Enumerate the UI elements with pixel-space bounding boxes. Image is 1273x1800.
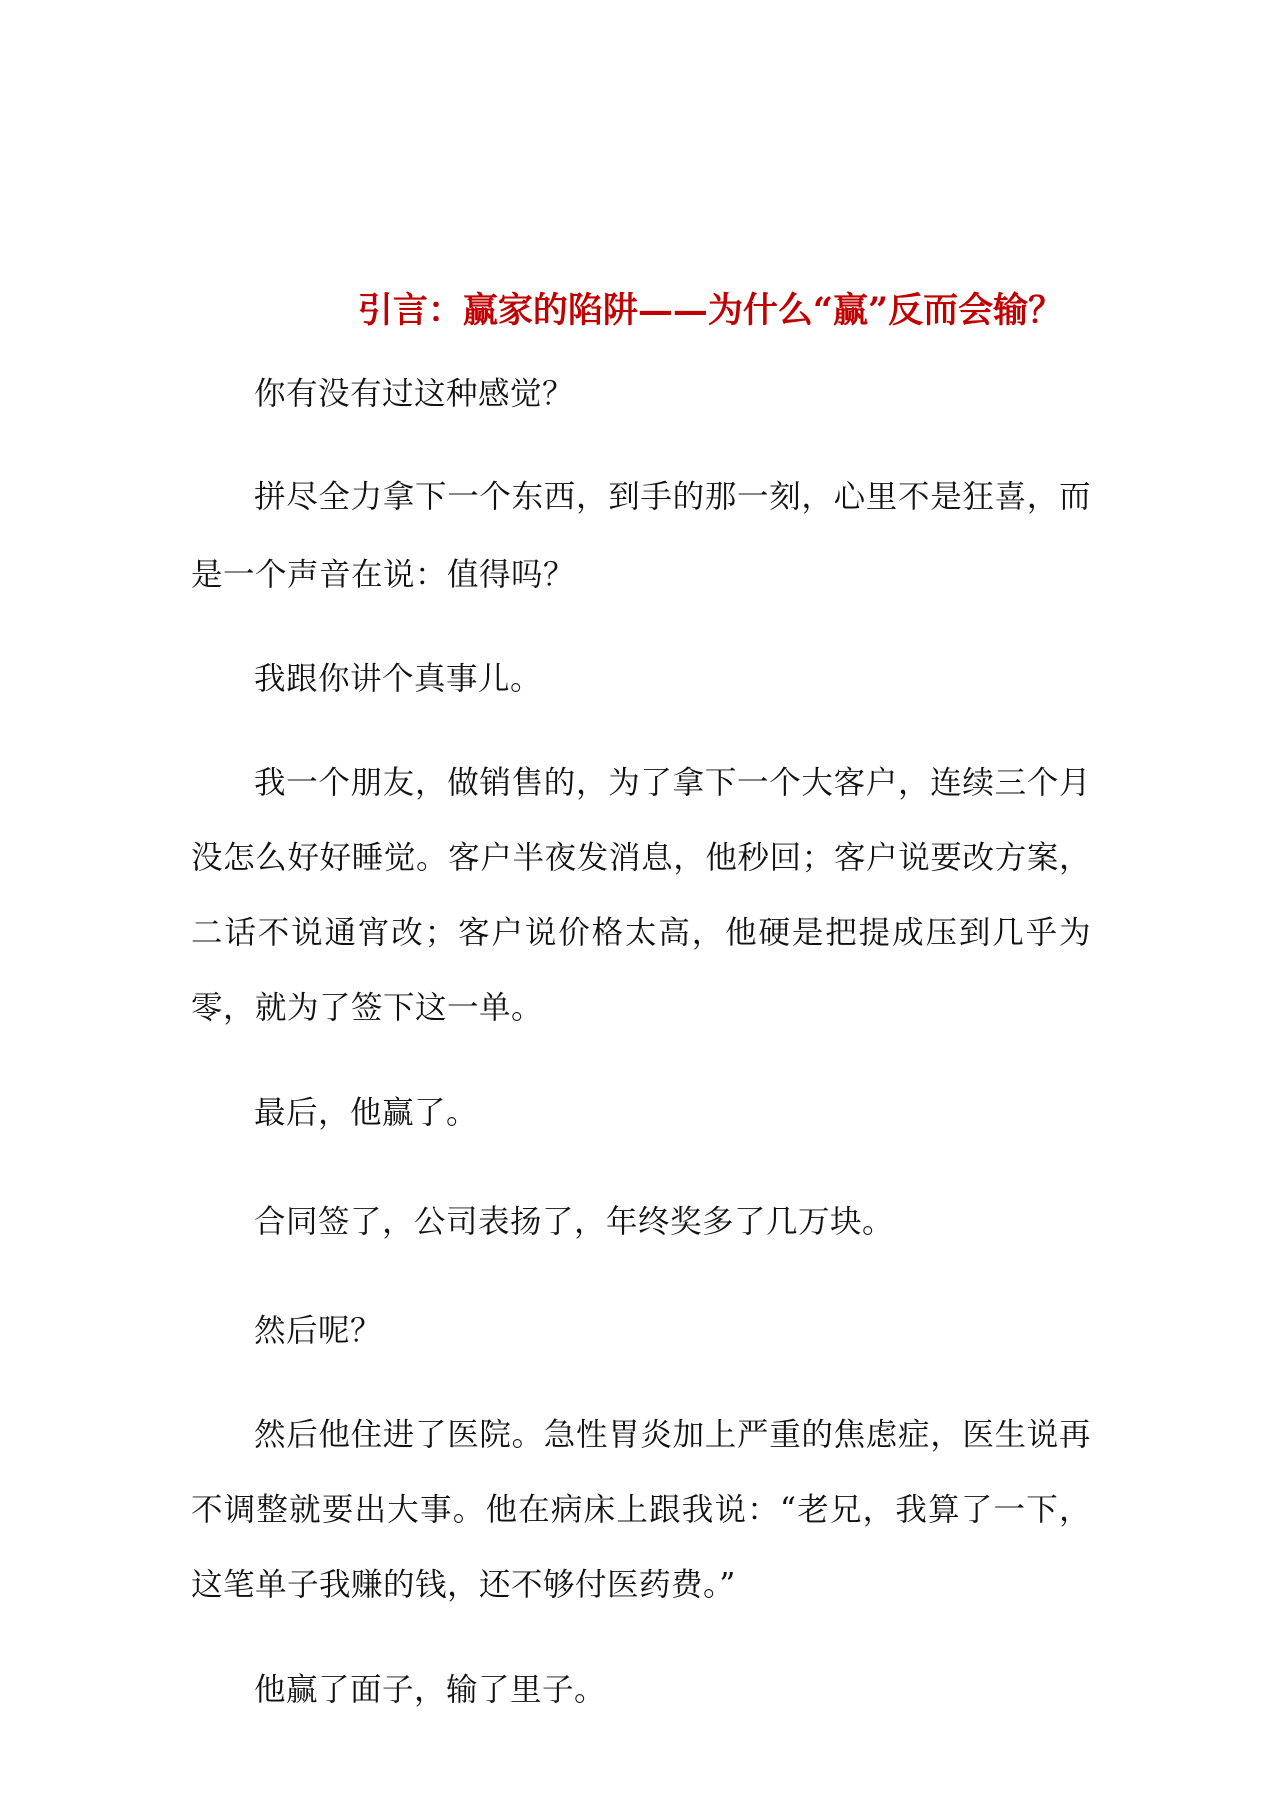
paragraph-he-won: 最后，他赢了。	[254, 1095, 479, 1131]
paragraph-then-what: 然后呢？	[254, 1313, 383, 1349]
paragraph-contract: 合同签了，公司表扬了，年终奖多了几万块。	[254, 1204, 895, 1240]
body-text	[191, 352, 1091, 1757]
paragraph-story-intro: 我跟你讲个真事儿。	[254, 661, 543, 697]
paragraph-effort: 拼尽全力拿下一个东西，到手的那一刻，心里不是狂喜，而是一个声音在说：值得吗？	[191, 479, 1091, 593]
section-title: 引言：赢家的陷阱——为什么“赢”反而会输？	[357, 290, 1064, 332]
paragraph-conclusion: 他赢了面子，输了里子。	[254, 1672, 607, 1708]
paragraph-friend-story: 我一个朋友，做销售的，为了拿下一个大客户，连续三个月没怎么好好睡觉。客户半夜发消息，他秒回；客户说要改方案，二话不说通宵改；客户说价格太高，他硬是把提成压到几乎为零，就为了签下这一单。	[191, 765, 1091, 1026]
paragraph-hospital: 然后他住进了医院。急性胃炎加上严重的焦虑症，医生说再不调整就要出大事。他在病床上跟我说：“老兄，我算了一下，这笔单子我赚的钱，还不够付医药费。”	[191, 1417, 1091, 1603]
paragraph-question: 你有没有过这种感觉？	[254, 376, 575, 412]
